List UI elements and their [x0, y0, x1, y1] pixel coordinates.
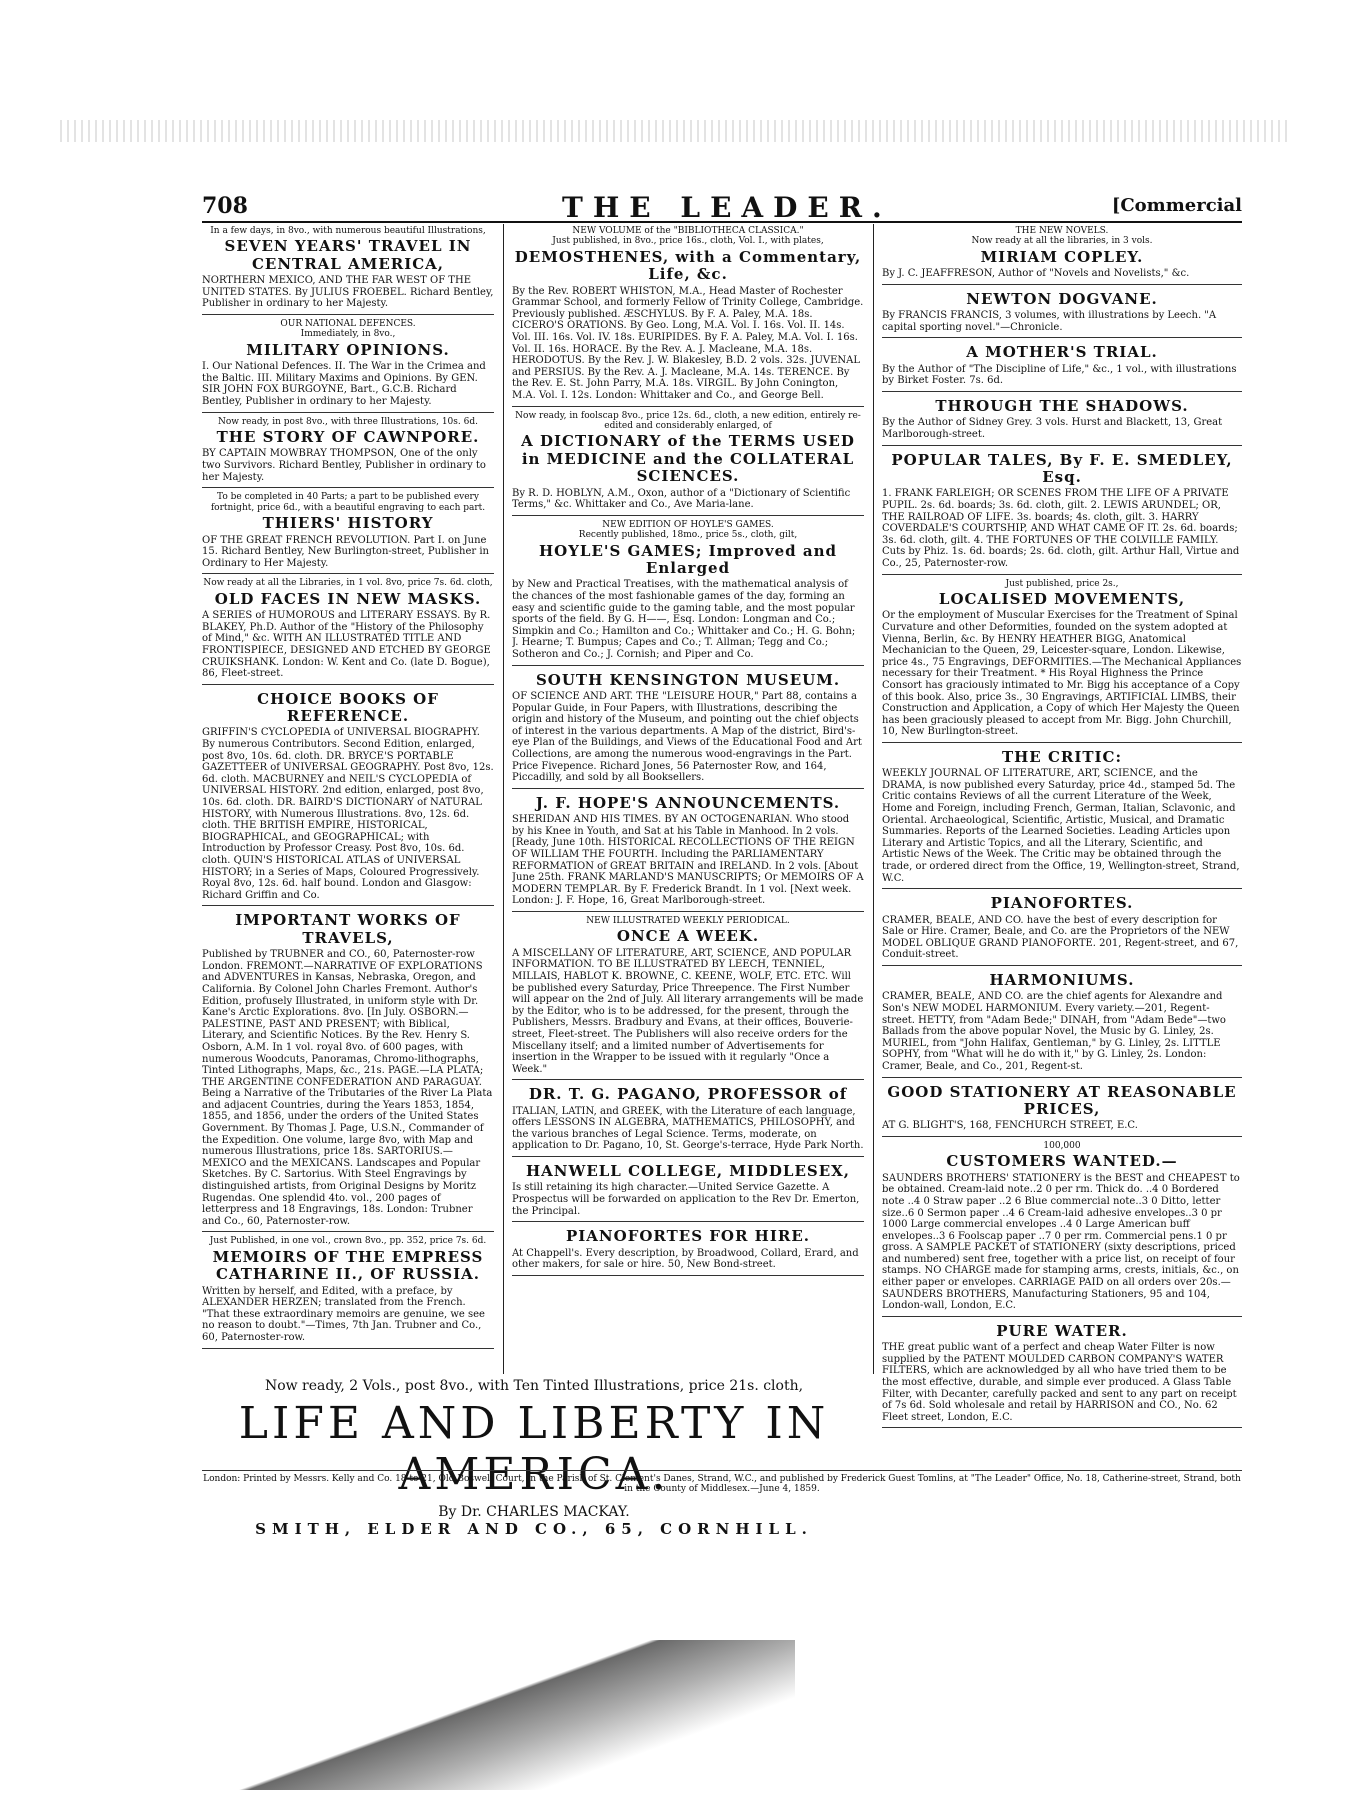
ad-body: GRIFFIN'S CYCLOPEDIA of UNIVERSAL BIOGRAPHY. By numerous Contributors. Second Edition, enlarged, post 8vo, 10s. 6d. cloth. DR. BRYCE'S PORTABLE GAZETTEER of UNIVERSAL GEOGRAPHY. Post 8vo, 12s. 6d. cloth. MACBURNEY and NEIL'S CYCLOPEDIA of UNIVERSAL HISTORY. 2nd edition, enlarged, post 8vo, 10s. 6d. cloth. DR. BAIRD'S DICTIONARY of NATURAL HISTORY, with Numerous Illustrations. 8vo, 12s. 6d. cloth. THE BRITISH EMPIRE, HISTORICAL, BIOGRAPHICAL, and GEOGRAPHICAL; with Introduction by Professor Creasy. Post 8vo, 10s. 6d. cloth. QUIN'S HISTORICAL ATLAS of UNIVERSAL HISTORY; in a Series of Maps, Coloured Progressively. Royal 8vo, 12s. 6d. half bound. London and Glasgow: Richard Griffin and Co.	[202, 727, 494, 901]
ad-body: A MISCELLANY OF LITERATURE, ART, SCIENCE, AND POPULAR INFORMATION. TO BE ILLUSTRATED BY LEECH, TENNIEL, MILLAIS, HABLOT K. BROWNE, C. KEENE, WOLF, ETC. ETC. Will be published every Saturday, Price Threepence. The First Number will appear on the 2nd of July. All literary arrangements will be made by the Editor, who is to be addressed, for the present, through the Publishers, Messrs. Bradbury and Evans, at their offices, Bouverie-street, Fleet-street. The Publishers will also receive orders for the Miscellany itself; and a limited number of Advertisements for insertion in the Wrapper to be issued with it regularly "Once a Week."	[512, 947, 864, 1075]
advertisement	[512, 224, 864, 407]
ad-author: By Dr. CHARLES MACKAY.	[438, 1504, 630, 1520]
ad-heading: DEMOSTHENES, with a Commentary, Life, &c.	[514, 247, 862, 284]
ad-heading: SOUTH KENSINGTON MUSEUM.	[535, 670, 841, 689]
ad-body: 1. FRANK FARLEIGH; OR SCENES FROM THE LIFE OF A PRIVATE PUPIL. 2s. 6d. boards; 3s. 6d. cloth, gilt. 2. LEWIS ARUNDEL; OR, THE RAILROAD OF LIFE. 3s. boards; 4s. cloth, gilt. 3. HARRY COVERDALE'S COURTSHIP, AND WHAT CAME OF IT. 2s. 6d. boards; 3s. 6d. cloth, gilt. 4. THE FORTUNES OF THE COLVILLE FAMILY. Cuts by Phiz. 1s. 6d. boards; 2s. 6d. cloth, gilt. Arthur Hall, Virtue and Co., 25, Paternoster-row.	[882, 488, 1240, 569]
paper-title: THE LEADER.	[562, 191, 892, 224]
advertisement	[512, 914, 864, 1080]
ad-heading: MILITARY OPINIONS.	[246, 340, 450, 359]
advertisement	[512, 668, 864, 789]
advertisement	[512, 1159, 864, 1222]
ad-heading: SEVEN YEARS' TRAVEL IN CENTRAL AMERICA,	[224, 237, 472, 273]
ad-body: NORTHERN MEXICO, AND THE FAR WEST OF THE UNITED STATES. By JULIUS FROEBEL. Richard Bentley, Publisher in ordinary to her Majesty.	[202, 275, 494, 310]
ad-intro-line: OUR NATIONAL DEFENCES.	[280, 319, 416, 329]
ad-body: WEEKLY JOURNAL OF LITERATURE, ART, SCIENCE, and the DRAMA, is now published every Saturday, price 4d., stamped 5d. The Critic contains Reviews of all the current Literature of the Week, Home and Foreign, including French, German, Italian, Sclavonic, and Oriental. Archaeological, Scientific, Artistic, Musical, and Dramatic Summaries. Reports of the Learned Societies. Leading Articles upon Literary and Artistic Topics, and all the Literary, Scientific, and Artistic News of the Week. The Critic may be obtained through the trade, or ordered direct from the Office, 19, Wellington-street, Strand, W.C.	[882, 768, 1240, 884]
ad-body: SHERIDAN AND HIS TIMES. BY AN OCTOGENARIAN. Who stood by his Knee in Youth, and Sat at his Table in Manhood. In 2 vols. [Ready, June 10th. HISTORICAL RECOLLECTIONS OF THE REIGN OF WILLIAM THE FOURTH. Including the PARLIAMENTARY REFORMATION of GREAT BRITAIN and IRELAND. In 2 vols. [About June 25th. FRANK MARLAND'S MANUSCRIPTS; Or MEMOIRS OF A MODERN TEMPLAR. By F. Frederick Brandt. In 1 vol. [Next week. London: J. F. Hope, 16, Great Marlborough-street.	[512, 814, 864, 907]
column-left	[202, 224, 494, 1351]
advertisement	[512, 518, 864, 666]
ad-heading: THROUGH THE SHADOWS.	[935, 397, 1189, 416]
ad-publisher: SMITH, ELDER AND CO., 65, CORNHILL.	[255, 1520, 813, 1538]
ad-body: Published by TRUBNER and CO., 60, Paternoster-row London. FREMONT.—NARRATIVE OF EXPLORATIONS and ADVENTURES in Kansas, Nebraska, Oregon, and California. By Colonel John Charles Fremont. Author's Edition, profusely Illustrated, in uniform style with Dr. Kane's Arctic Explorations. 8vo. [In July. OSBORN.—PALESTINE, PAST AND PRESENT; with Biblical, Literary, and Scientific Notices. By the Rev. Henry S. Osborn, A.M. In 1 vol. royal 8vo. of 600 pages, with numerous Woodcuts, Panoramas, Chromo-lithographs, Tinted Lithographs, Maps, &c., 21s. PAGE.—LA PLATA; THE ARGENTINE CONFEDERATION AND PARAGUAY. Being a Narrative of the Tributaries of the River La Plata and adjacent Countries, during the Years 1853, 1854, 1855, and 1856, under the orders of the United States Government. By Thomas J. Page, U.S.N., Commander of the Expedition. One volume, large 8vo, with Map and numerous Illustrations, price 18s. SARTORIUS.—MEXICO and the MEXICANS. Landscapes and Popular Sketches. By C. Sartorius. With Steel Engravings by distinguished artists, from Original Designs by Moritz Rugendas. One splendid 4to. vol., 200 pages of letterpress and 18 Engravings, 18s. London: Trubner and Co., 60, Paternoster-row.	[202, 949, 493, 1227]
ad-intro-line: THE NEW NOVELS.	[1015, 226, 1109, 236]
ad-body: BY CAPTAIN MOWBRAY THOMPSON, One of the only two Survivors. Richard Bentley, Publisher in ordinary to her Majesty.	[202, 448, 486, 483]
ad-body: SAUNDERS BROTHERS' STATIONERY is the BEST and CHEAPEST to be obtained. Cream-laid note..2 0 per rm. Thick do. ..4 0 Bordered note ..4 0 Straw paper ..2 6 Blue commercial note..3 0 Ditto, letter size..6 0 Sermon paper ..4 6 Cream-laid adhesive envelopes..3 0 pr 1000 Large commercial envelopes ..4 0 Large American buff envelopes..3 6 Foolscap paper ..7 0 per rm. Commercial pens.1 0 pr gross. A SAMPLE PACKET of STATIONERY (sixty descriptions, priced and numbered) sent free, together with a price list, on receipt of four stamps. NO CHARGE made for stamping arms, crests, initials, &c., on either paper or envelopes. CARRIAGE PAID on all orders over 20s.—SAUNDERS BROTHERS, Manufacturing Stationers, 95 and 104, London-wall, London, E.C.	[882, 1172, 1240, 1312]
advertisement	[882, 287, 1242, 339]
ad-body: CRAMER, BEALE, AND CO. have the best of every description for Sale or Hire. Cramer, Beale, and Co. are the Proprietors of the NEW MODEL OBLIQUE GRAND PIANOFORTE. 201, Regent-street, and 67, Conduit-street.	[882, 914, 1239, 961]
ad-intro-line: NEW ILLUSTRATED WEEKLY PERIODICAL.	[586, 915, 790, 926]
advertisement	[202, 687, 494, 907]
imprint: London: Printed by Messrs. Kelly and Co. 18 to 21, Old Boswell Court, in the Parish of St. Clement's Danes, Strand, W.C., and published by Frederick Guest Tomlins, at "The Leader" Office, No. 18, Catherine-street, Strand, both in the County of Middlesex.—June 4, 1859.	[202, 1470, 1242, 1494]
ad-body: I. Our National Defences. II. The War in the Crimea and the Baltic. III. Military Maxims and Opinions. By GEN. SIR JOHN FOX BURGOYNE, Bart., G.C.B. Richard Bentley, Publisher in ordinary to her Majesty.	[202, 361, 486, 408]
ad-body: By J. C. JEAFFRESON, Author of "Novels and Novelists," &c.	[882, 268, 1190, 280]
ad-heading: PIANOFORTES FOR HIRE.	[566, 1227, 810, 1246]
ad-intro-line: Now ready at all the Libraries, in 1 vol. 8vo, price 7s. 6d. cloth,	[203, 578, 493, 589]
column-rule	[873, 224, 874, 1374]
ad-heading: GOOD STATIONERY AT REASONABLE PRICES,	[887, 1082, 1237, 1118]
ad-heading: OLD FACES IN NEW MASKS.	[214, 589, 482, 608]
advertisement	[882, 1319, 1242, 1429]
advertisement	[202, 576, 494, 684]
ad-intro-line: Just published, in 8vo., price 16s., cloth, Vol. I., with plates,	[552, 236, 824, 247]
ad-heading: IMPORTANT WORKS OF TRAVELS,	[235, 911, 461, 947]
ad-heading: THE STORY OF CAWNPORE.	[216, 428, 480, 447]
advertisement	[882, 891, 1242, 966]
ad-heading: HOYLE'S GAMES; Improved and Enlarged	[538, 541, 838, 578]
ad-body: OF THE GREAT FRENCH REVOLUTION. Part I. on June 15. Richard Bentley, New Burlington-street, Publisher in Ordinary to Her Majesty.	[202, 534, 489, 569]
ad-heading: THE CRITIC:	[1001, 747, 1123, 766]
ad-heading: A DICTIONARY of the TERMS USED in MEDICINE and the COLLATERAL SCIENCES.	[521, 432, 855, 486]
ad-heading: MIRIAM COPLEY.	[980, 247, 1144, 266]
advertisement	[882, 340, 1242, 392]
ad-heading: NEWTON DOGVANE.	[966, 289, 1158, 308]
ad-body: ITALIAN, LATIN, and GREEK, with the Literature of each language, offers LESSONS IN ALGEBRA, MATHEMATICS, PHILOSOPHY, and the various branches of Legal Science. Terms, moderate, on application to Dr. Pagano, 10, St. George's-terrace, Hyde Park North.	[512, 1105, 864, 1152]
section-label: [Commercial	[1111, 195, 1242, 216]
ad-intro-line: 100,000	[1043, 1140, 1081, 1151]
ad-heading: CHOICE BOOKS OF REFERENCE.	[257, 689, 439, 726]
ad-body: By the Rev. ROBERT WHISTON, M.A., Head Master of Rochester Grammar School, and formerly Fellow of Trinity College, Cambridge. Previously published. ÆSCHYLUS. By F. A. Paley, M.A. 18s. CICERO'S ORATIONS. By Geo. Long, M.A. Vol. I. 16s. Vol. II. 14s. Vol. III. 16s. Vol. IV. 18s. EURIPIDES. By F. A. Paley, M.A. Vol. I. 16s. Vol. II. 16s. HORACE. By the Rev. A. J. Macleane, M.A. 18s. HERODOTUS. By the Rev. J. W. Blakesley, B.D. 2 vols. 32s. JUVENAL and PERSIUS. By the Rev. A. J. Macleane, M.A. 14s. TERENCE. By the Rev. E. St. John Parry, M.A. 18s. VIRGIL. By John Conington, M.A. Vol. I. 12s. London: Whittaker and Co., and George Bell.	[512, 285, 864, 401]
column-right	[882, 224, 1242, 1430]
ad-body: At Chappell's. Every description, by Broadwood, Collard, Erard, and other makers, for sale or hire. 50, New Bond-street.	[512, 1247, 859, 1271]
scan-noise	[60, 120, 1290, 142]
ad-body: By FRANCIS FRANCIS, 3 volumes, with illustrations by Leech. "A capital sporting novel."—Chronicle.	[882, 310, 1217, 333]
ad-body: by New and Practical Treatises, with the mathematical analysis of the chances of the most fashionable games of the day, forming an easy and scientific guide to the gaming table, and the most popular sports of the field. By G. H——, Esq. London: Longman and Co.; Simpkin and Co.; Hamilton and Co.; Whittaker and Co.; H. G. Bohn; J. Hearne; T. Bumpus; Capes and Co.; T. Allman; Tegg and Co.; Sotheron and Co.; J. Cornish; and Piper and Co.	[512, 579, 856, 661]
ad-heading: POPULAR TALES, By F. E. SMEDLEY, Esq.	[891, 450, 1233, 486]
ad-body: By R. D. HOBLYN, A.M., Oxon, author of a "Dictionary of Scientific Terms," &c. Whittaker and Co., Ave Maria-lane.	[512, 487, 851, 511]
advertisement	[202, 317, 494, 413]
ad-body: CRAMER, BEALE, AND CO. are the chief agents for Alexandre and Son's NEW MODEL HARMONIUM. Every variety.—201, Regent-street. HETTY, from "Adam Bede;" DINAH, from "Adam Bede"—two Ballads from the above popular Novel, the Music by G. Linley, 2s. MURIEL, from "John Halifax, Gentleman," by G. Linley, 2s. LITTLE SOPHY, from "What will he do with it," by G. Linley, 2s. London: Cramer, Beale, and Co., 201, Regent-st.	[882, 991, 1226, 1072]
advertisement	[512, 1082, 864, 1157]
ad-heading: A MOTHER'S TRIAL.	[966, 343, 1158, 362]
ad-body: By the Author of "The Discipline of Life," &c., 1 vol., with illustrations by Birket Foster. 7s. 6d.	[882, 363, 1237, 387]
ad-intro-line: NEW VOLUME of the "BIBLIOTHECA CLASSICA."	[572, 226, 804, 236]
ad-intro-line: In a few days, in 8vo., with numerous beautiful Illustrations,	[210, 226, 486, 236]
ad-heading: CUSTOMERS WANTED.—	[946, 1152, 1178, 1171]
ad-intro-line: Now ready at all the libraries, in 3 vols.	[971, 236, 1153, 247]
advertisement	[202, 1234, 494, 1348]
advertisement	[882, 745, 1242, 889]
advertisement	[882, 968, 1242, 1078]
ad-body: AT G. BLIGHT'S, 168, FENCHURCH STREET, E.C.	[882, 1120, 1138, 1132]
page-number: 708	[202, 193, 248, 219]
ad-body: THE great public want of a perfect and cheap Water Filter is now supplied by the PATENT MOULDED CARBON COMPANY'S WATER FILTERS, which are acknowledged by all who have tried them to be the most effective, durable, and simple ever produced. A Glass Table Filter, with Decanter, carefully packed and sent to any part on receipt of 7s 6d. Sold wholesale and retail by HARRISON and CO., No. 62 Fleet street, London, E.C.	[882, 1342, 1237, 1423]
ad-intro-line: Just published, price 2s.,	[1005, 578, 1119, 589]
ad-intro-line: Just Published, in one vol., crown 8vo., pp. 352, price 7s. 6d.	[209, 1236, 487, 1247]
ad-body: Written by herself, and Edited, with a preface, by ALEXANDER HERZEN; translated from the French. "That these extraordinary memoirs are genuine, we see no reason to doubt."—Times, 7th Jan. Trubner and Co., 60, Paternoster-row.	[202, 1285, 485, 1343]
ad-intro-line: Now ready, in post 8vo., with three Illustrations, 10s. 6d.	[218, 416, 478, 427]
advertisement	[882, 448, 1242, 575]
ad-heading: MEMOIRS OF THE EMPRESS CATHARINE II., OF RUSSIA.	[212, 1247, 484, 1284]
advertisement	[882, 1080, 1242, 1137]
ad-title: LIFE AND LIBERTY IN AMERICA.	[238, 1398, 830, 1500]
life-and-liberty-ad	[202, 1378, 866, 1538]
column-middle	[512, 224, 864, 1278]
ad-intro-line: Immediately, in 8vo.,	[300, 329, 396, 340]
ad-heading: PIANOFORTES.	[990, 894, 1134, 913]
advertisement	[202, 224, 494, 315]
advertisement	[512, 409, 864, 516]
advertisement	[882, 224, 1242, 285]
ad-body: A SERIES of HUMOROUS and LITERARY ESSAYS. By R. BLAKEY, Ph.D. Author of the "History of the Philosophy of Mind," &c. WITH AN ILLUSTRATED TITLE AND FRONTISPIECE, DESIGNED AND ETCHED BY GEORGE CRUIKSHANK. London: W. Kent and Co. (late D. Bogue), 86, Fleet-street.	[202, 610, 491, 680]
page-header	[202, 193, 1242, 223]
ad-intro-line: Now ready, in foolscap 8vo., price 12s. 6d., cloth, a new edition, entirely re-edited and considerably enlarged, of	[515, 410, 861, 432]
ad-line: Now ready, 2 Vols., post 8vo., with Ten Tinted Illustrations, price 21s. cloth,	[264, 1378, 804, 1394]
ad-heading: LOCALISED MOVEMENTS,	[938, 589, 1186, 608]
advertisement	[512, 791, 864, 912]
advertisement	[882, 577, 1242, 743]
scan-shadow	[195, 1640, 795, 1790]
advertisement	[202, 415, 494, 489]
ad-heading: HARMONIUMS.	[989, 970, 1135, 989]
column-rule	[503, 224, 504, 1374]
advertisement	[202, 908, 494, 1232]
ad-heading: DR. T. G. PAGANO, PROFESSOR of	[528, 1085, 848, 1104]
advertisement	[512, 1224, 864, 1276]
ad-body: Is still retaining its high character.—United Service Gazette. A Prospectus will be forwarded on application to the Rev Dr. Emerton, the Principal.	[512, 1182, 860, 1217]
ad-heading: J. F. HOPE'S ANNOUNCEMENTS.	[535, 793, 841, 812]
ad-intro-line: NEW EDITION OF HOYLE'S GAMES.	[602, 519, 774, 530]
ad-heading: THIERS' HISTORY	[262, 514, 434, 533]
ad-intro-line: Recently published, 18mo., price 5s., cloth, gilt,	[578, 530, 798, 541]
advertisement	[882, 1139, 1242, 1317]
ad-body: OF SCIENCE AND ART. THE "LEISURE HOUR," Part 88, contains a Popular Guide, in Four Papers, with Illustrations, describing the origin and history of the Museum, and pointing out the chief objects of interest in the various departments. A Map of the district, Bird's-eye Plan of the Buildings, and Views of the Educational Food and Art Collections, are among the numerous wood-engravings in the Part. Price Fivepence. Richard Jones, 56 Paternoster Row, and 164, Piccadilly, and sold by all Booksellers.	[512, 691, 862, 784]
ad-heading: HANWELL COLLEGE, MIDDLESEX,	[525, 1162, 851, 1181]
advertisement	[202, 490, 494, 574]
ad-body: By the Author of Sidney Grey. 3 vols. Hurst and Blackett, 13, Great Marlborough-street.	[882, 417, 1223, 440]
advertisement	[882, 394, 1242, 446]
ad-heading: PURE WATER.	[996, 1321, 1128, 1340]
ad-body: Or the employment of Muscular Exercises for the Treatment of Spinal Curvature and other Deformities, founded on the system adopted at Vienna, Berlin, &c. By HENRY HEATHER BIGG, Anatomical Mechanician to the Queen, 29, Leicester-square, London. Likewise, price 4s., 75 Engravings, DEFORMITIES.—The Mechanical Appliances necessary for their Treatment. * His Royal Highness the Prince Consort has graciously intimated to Mr. Bigg his acceptance of a Copy of this book. Also, price 3s., 30 Engravings, ARTIFICIAL LIMBS, their Construction and Application, a Copy of which Her Majesty the Queen has been graciously pleased to accept from Mr. Bigg. John Churchill, 10, New Burlington-street.	[882, 610, 1242, 738]
ad-heading: ONCE A WEEK.	[616, 927, 760, 946]
ad-intro-line: To be completed in 40 Parts; a part to be published every fortnight, price 6d., with a beautiful engraving to each part.	[210, 492, 486, 513]
